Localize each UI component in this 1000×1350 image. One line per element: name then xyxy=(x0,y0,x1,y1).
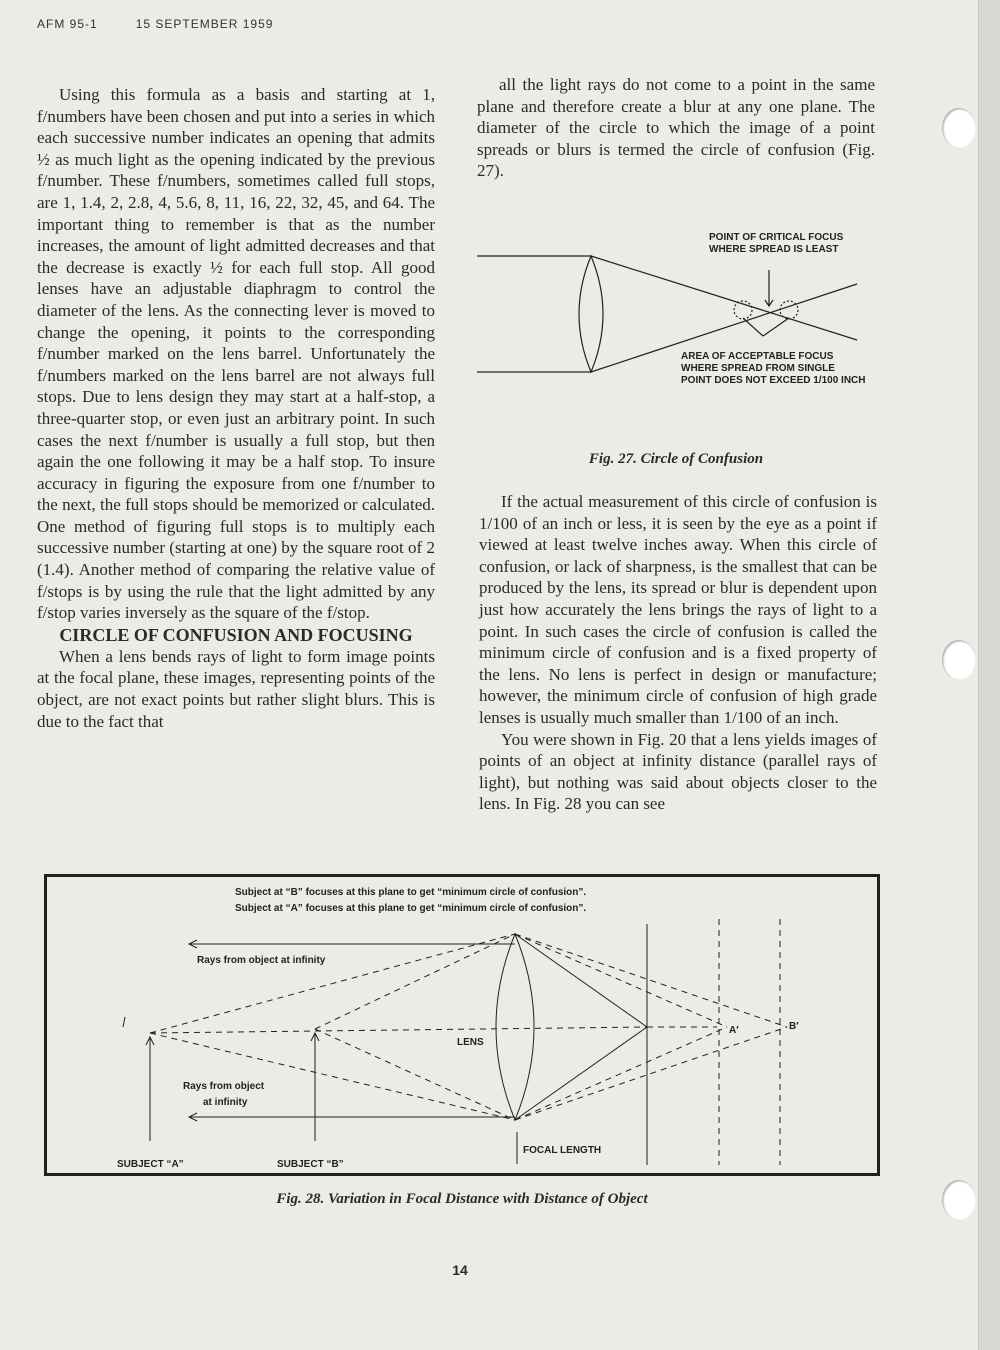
figure-27-svg xyxy=(477,226,897,396)
fig27-label-bottom-1: AREA OF ACCEPTABLE FOCUS xyxy=(681,351,834,362)
focal-ray-top xyxy=(515,934,647,1027)
fig28-b-prime: B′ xyxy=(789,1021,799,1032)
fig27-label-bottom-2: WHERE SPREAD FROM SINGLE xyxy=(681,363,835,374)
page-header xyxy=(37,17,273,31)
figure-27-diagram xyxy=(477,226,897,396)
figure-27-caption: Fig. 27. Circle of Confusion xyxy=(588,451,764,467)
fig28-subject-a: SUBJECT “A” xyxy=(117,1159,184,1170)
image-b-ray-top xyxy=(515,934,787,1027)
focal-ray-bottom xyxy=(515,1027,647,1120)
lens-shape xyxy=(579,256,603,372)
fig28-focal-length: FOCAL LENGTH xyxy=(523,1145,602,1156)
fig28-rays-infinity-bottom-1: Rays from object xyxy=(183,1081,265,1092)
subject-b-ray-bottom xyxy=(315,1029,515,1120)
fig28-lens-shape xyxy=(496,934,534,1120)
punch-hole-top xyxy=(942,108,976,148)
left-paragraph-2: When a lens bends rays of light to form image points at the focal plane, these images, representing points of the object, are not exact points but rather slight blurs. This is due to the fact that xyxy=(37,646,435,731)
page-number: 14 xyxy=(452,1262,468,1278)
left-paragraph-1: Using this formula as a basis and starting at 1, f/numbers have been chosen and put into a series in which each successive number indicates an opening that admits ½ as much light as the opening indicated by the previous f/number. These f/numbers, sometimes called full stops, are 1, 1.4, 2, 2.8, 4, 5.6, 8, 11, 16, 22, 32, 45, and 64. The important thing to remember is that as the number increases, the amount of light admitted decreases and that the decrease is exactly ½ for each full stop. All good lenses have an adjustable diaphragm to control the diameter of the lens. As the connecting lever is moved to change the opening, it points to the corresponding f/number marked on the lens barrel. Unfortunately the f/numbers marked on the lens barrel are not always full stops. Due to lens design they may start at a half-stop, a three-quarter stop, or even just an arbitrary point. In such cases the next f/number is usually a full stop, but then again the one following it may be a half stop. To insure accuracy in figuring the exposure from one f/number to the next, the full stops should be memorized or calculated. One method of figuring full stops is to multiply each successive number (starting at one) by the square root of 2 (1.4). Another method of comparing the relative value of f/stops is by using the rule that the light admitted by any f/stop varies inversely as the square of the f/stop. xyxy=(37,85,435,623)
punch-hole-bottom xyxy=(942,1180,976,1220)
header-date: 15 SEPTEMBER 1959 xyxy=(135,17,274,31)
subject-a-axis-ray xyxy=(150,1027,647,1033)
section-heading: CIRCLE OF CONFUSION AND FOCUSING xyxy=(59,624,413,645)
subject-b-ray-top xyxy=(315,934,515,1029)
fig28-lens-label: LENS xyxy=(457,1037,484,1048)
figure-28-diagram xyxy=(44,874,880,1176)
right-column-bottom xyxy=(479,491,877,815)
fig28-rays-infinity-bottom-2: at infinity xyxy=(203,1097,248,1108)
acceptable-focus-pointer-left xyxy=(743,318,763,336)
image-b-ray-bottom xyxy=(515,1027,787,1120)
fig28-note-a: Subject at “A” focuses at this plane to get “minimum circle of confusion”. xyxy=(235,903,587,914)
fig28-subject-b: SUBJECT “B” xyxy=(277,1159,344,1170)
subject-a-tick xyxy=(123,1017,125,1027)
fig28-note-b: Subject at “B” focuses at this plane to get “minimum circle of confusion”. xyxy=(235,887,587,898)
right-paragraph-3: You were shown in Fig. 20 that a lens yields images of points of an object at infinity distance (parallel rays of light), but nothing was said about objects closer to the lens. In Fig. 28 you can see xyxy=(479,729,877,814)
acceptable-focus-pointer-right xyxy=(763,318,789,336)
document-id: AFM 95-1 xyxy=(37,17,98,31)
fig28-a-prime: A′ xyxy=(729,1025,739,1036)
left-column xyxy=(37,84,435,732)
figure-28-svg xyxy=(47,877,877,1173)
page-edge xyxy=(978,0,1000,1350)
right-paragraph-2: If the actual measurement of this circle of confusion is 1/100 of an inch or less, it is seen by the eye as a point if viewed at least twelve inches away. When this circle of confusion, or lack of sharpness, is the smallest that can be produced by the lens, its spread or blur is dependent upon just how accurately the lens brings the rays of light to a point. In such cases the circle of confusion is called the minimum circle of confusion and is a fixed property of the lens. No lens is perfect in design or manufacture; however, the minimum circle of confusion of high grade lenses is usually much smaller than 1/100 of an inch. xyxy=(479,492,877,727)
punch-hole-middle xyxy=(942,640,976,680)
right-column-top xyxy=(477,74,875,182)
subject-a-ray-top xyxy=(150,934,515,1033)
right-paragraph-1: all the light rays do not come to a point in the same plane and therefore create a blur at any one plane. The diameter of the circle to which the image of a point spreads or blurs is termed the circle of confusion (Fig. 27). xyxy=(477,75,875,181)
figure-28-caption: Fig. 28. Variation in Focal Distance with Distance of Object xyxy=(276,1191,648,1207)
blur-circle-right xyxy=(780,301,798,319)
fig28-rays-infinity-top: Rays from object at infinity xyxy=(197,955,326,966)
fig27-label-bottom-3: POINT DOES NOT EXCEED 1/100 INCH xyxy=(681,375,866,386)
image-a-ray-bottom xyxy=(515,1027,727,1120)
fig27-label-top-2: WHERE SPREAD IS LEAST xyxy=(709,244,839,255)
image-a-ray-top xyxy=(515,934,727,1027)
fig27-label-top-1: POINT OF CRITICAL FOCUS xyxy=(709,232,844,243)
